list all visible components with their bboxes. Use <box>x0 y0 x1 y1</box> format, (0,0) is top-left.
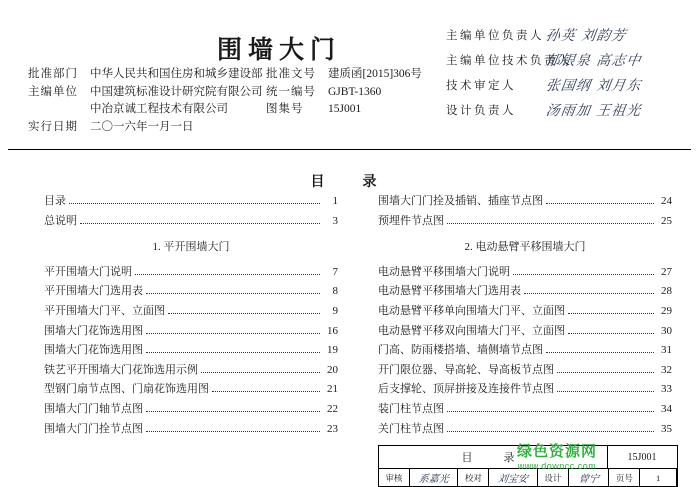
catalog-entry-label: 目录 <box>44 195 66 207</box>
signature-block <box>446 22 699 138</box>
catalog-entry-page: 23 <box>327 422 338 435</box>
header-divider <box>8 149 691 150</box>
catalog-entry-label: 门高、防雨楼搭墙、墙侧墙节点图 <box>378 344 543 357</box>
header-right-fields <box>266 66 422 119</box>
document-header <box>14 8 685 138</box>
field-label: 统一编号 <box>266 85 316 98</box>
stamp-cell-value: 系嘉光 <box>410 469 459 486</box>
field-value: 中国建筑标准设计研究院有限公司 <box>90 85 263 98</box>
catalog-entry-label: 围墙大门门轴节点图 <box>44 402 143 415</box>
field-value: GJBT-1360 <box>328 85 382 98</box>
catalog-leader-dots <box>168 313 320 314</box>
catalog-entry-page: 3 <box>332 214 338 227</box>
header-field-row <box>266 66 422 84</box>
catalog-entry[interactable] <box>378 263 672 283</box>
watermark-line2: www.downcc.com <box>517 461 597 471</box>
stamp-cell-label: 设计 <box>538 469 569 486</box>
catalog-entry[interactable] <box>44 400 338 420</box>
catalog-entry-label: 围墙大门门拴及插销、插座节点图 <box>378 195 543 207</box>
catalog-title: 目 录 <box>310 175 389 190</box>
stamp-top-row <box>379 446 677 469</box>
stamp-bottom-row <box>379 469 677 486</box>
catalog-entry-page: 22 <box>327 402 338 415</box>
catalog-entry[interactable] <box>44 361 338 381</box>
catalog-entry-label: 预埋件节点图 <box>378 214 444 227</box>
catalog-entry-page: 27 <box>661 265 672 278</box>
header-field-row <box>28 119 263 137</box>
catalog-entry-label: 装门柱节点图 <box>378 402 444 415</box>
stamp-cell-value: 刘宝安 <box>489 469 538 486</box>
catalog-entry[interactable] <box>378 361 672 381</box>
catalog-entry-label: 开门限位器、导高轮、导高板节点图 <box>378 363 554 376</box>
catalog-entry[interactable] <box>44 212 338 232</box>
signature-row <box>446 22 699 47</box>
catalog-leader-dots <box>568 333 654 334</box>
catalog-entry-label: 电动悬臂平移双向围墙大门平、立面图 <box>378 324 565 337</box>
catalog-entry-label: 总说明 <box>44 214 77 227</box>
catalog-entry[interactable] <box>44 380 338 400</box>
field-value: 二〇一六年一月一日 <box>90 120 194 133</box>
watermark-line1: 绿色资源网 <box>516 443 597 460</box>
signature-label: 设计负责人 <box>446 104 516 117</box>
catalog-entry-page: 16 <box>327 324 338 337</box>
field-value: 建质函[2015]306号 <box>328 68 422 80</box>
signature-label: 技术审定人 <box>446 79 516 92</box>
catalog-leader-dots <box>513 274 654 275</box>
catalog-leader-dots <box>546 203 654 204</box>
stamp-cell-label: 审核 <box>379 469 410 486</box>
catalog-entry[interactable] <box>44 282 338 302</box>
catalog-entry[interactable] <box>378 420 672 440</box>
catalog-leader-dots <box>135 274 320 275</box>
field-value: 中华人民共和国住房和城乡建设部 <box>90 68 263 80</box>
catalog-section-heading: 1. 平开围墙大门 <box>152 241 230 254</box>
catalog-leader-dots <box>568 313 654 314</box>
catalog-entry[interactable] <box>378 192 672 212</box>
catalog-entry[interactable] <box>44 302 338 322</box>
catalog-entry-label: 围墙大门花饰选用图 <box>44 324 143 337</box>
catalog-entry-label: 后支撑轮、顶屏拼接及连接件节点图 <box>378 383 554 396</box>
catalog-entry[interactable] <box>378 212 672 232</box>
catalog-entry-page: 1 <box>332 195 338 207</box>
stamp-cell-label: 页号 <box>609 469 640 486</box>
title-block-stamp <box>378 445 678 487</box>
catalog-entry-label: 铁艺平开围墙大门花饰选用示例 <box>44 363 198 376</box>
catalog-entry-label: 平开围墙大门说明 <box>44 265 132 278</box>
stamp-cell-value: 1 <box>640 469 677 486</box>
catalog-entry-page: 30 <box>661 324 672 337</box>
catalog-entry-page: 9 <box>332 304 338 317</box>
field-label: 主编单位 <box>28 85 78 98</box>
signature-value: 孙英 刘韵芳 <box>544 27 628 44</box>
catalog-leader-dots <box>212 391 320 392</box>
catalog-entry-page: 35 <box>661 422 672 435</box>
catalog-entry-page: 21 <box>327 383 338 396</box>
catalog-entry-page: 28 <box>661 285 672 298</box>
catalog-right-column <box>378 192 672 439</box>
stamp-cell-value: 曾宁 <box>569 469 610 486</box>
catalog-entry-label: 平开围墙大门选用表 <box>44 285 143 298</box>
catalog-entry[interactable] <box>378 302 672 322</box>
catalog-leader-dots <box>524 293 654 294</box>
header-field-row <box>28 84 263 102</box>
catalog-entry[interactable] <box>378 341 672 361</box>
catalog-entry-label: 关门柱节点图 <box>378 422 444 435</box>
signature-label: 主编单位负责人 <box>446 29 544 42</box>
catalog-entry-label: 电动悬臂平移围墙大门选用表 <box>378 285 521 298</box>
catalog-entry-label: 平开围墙大门平、立面图 <box>44 304 165 317</box>
catalog-entry[interactable] <box>44 192 338 212</box>
catalog-entry-page: 33 <box>661 383 672 396</box>
catalog-leader-dots <box>146 352 320 353</box>
catalog-entry-page: 8 <box>332 285 338 298</box>
catalog-entry[interactable] <box>378 322 672 342</box>
catalog-leader-dots <box>447 411 654 412</box>
catalog-entry-page: 20 <box>327 363 338 376</box>
field-value: 中冶京诚工程技术有限公司 <box>90 103 228 115</box>
catalog-entry-page: 25 <box>661 214 672 227</box>
catalog-leader-dots <box>146 293 320 294</box>
page-title: 围墙大门 <box>216 37 341 64</box>
signature-row <box>446 97 699 122</box>
catalog-entry-label: 围墙大门花饰选用图 <box>44 344 143 357</box>
catalog-entry-page: 29 <box>661 304 672 317</box>
catalog-entry[interactable] <box>44 341 338 361</box>
catalog-entry-page: 32 <box>661 363 672 376</box>
catalog-entry[interactable] <box>44 322 338 342</box>
signature-value: 张国纲 刘月东 <box>544 77 643 94</box>
header-field-row <box>266 101 422 119</box>
catalog-leader-dots <box>69 203 320 204</box>
catalog-entry-label: 围墙大门门拴节点图 <box>44 422 143 435</box>
header-field-row <box>266 84 422 102</box>
field-label: 批准部门 <box>28 68 78 80</box>
header-left-fields <box>28 66 263 136</box>
catalog-entry-label: 电动悬臂平移单向围墙大门平、立面图 <box>378 304 565 317</box>
catalog-entry-page: 34 <box>661 402 672 415</box>
stamp-cell-label: 校对 <box>458 469 489 486</box>
catalog-entry-page: 24 <box>661 195 672 207</box>
signature-value: 汤雨加 王祖光 <box>544 102 643 119</box>
catalog-leader-dots <box>146 333 320 334</box>
catalog-entry[interactable] <box>378 282 672 302</box>
header-field-row <box>28 66 263 84</box>
catalog-entry[interactable] <box>44 420 338 440</box>
catalog-leader-dots <box>447 431 654 432</box>
catalog-entry-page: 7 <box>332 265 338 278</box>
signature-value: 郁银泉 高志中 <box>544 52 643 69</box>
catalog-entry-label: 型钢门扇节点图、门扇花饰选用图 <box>44 383 209 396</box>
catalog-leader-dots <box>146 431 320 432</box>
catalog-leader-dots <box>447 223 654 224</box>
field-value: 15J001 <box>328 103 362 115</box>
stamp-sheet-name: 目 录 <box>379 446 608 468</box>
catalog-leader-dots <box>80 223 320 224</box>
catalog-entry-page: 19 <box>327 344 338 357</box>
catalog-entry[interactable] <box>44 263 338 283</box>
catalog-entry-page: 31 <box>661 344 672 357</box>
catalog-leader-dots <box>546 352 654 353</box>
signature-row <box>446 72 699 97</box>
signature-label: 主编单位技术负责人 <box>446 54 572 67</box>
field-label: 实行日期 <box>28 120 78 133</box>
catalog-left-column <box>44 192 338 439</box>
catalog-leader-dots <box>557 391 654 392</box>
signature-row <box>446 47 699 72</box>
field-label: 批准文号 <box>266 68 316 80</box>
catalog-section-heading: 2. 电动悬臂平移围墙大门 <box>464 241 586 254</box>
catalog-leader-dots <box>557 372 654 373</box>
catalog-leader-dots <box>146 411 320 412</box>
catalog-entry[interactable] <box>378 380 672 400</box>
catalog-leader-dots <box>201 372 320 373</box>
header-field-row <box>28 101 263 119</box>
catalog-entry-label: 电动悬臂平移围墙大门说明 <box>378 265 510 278</box>
field-label: 图集号 <box>266 103 304 115</box>
stamp-atlas-code: 15J001 <box>627 451 657 463</box>
catalog-entry[interactable] <box>378 400 672 420</box>
